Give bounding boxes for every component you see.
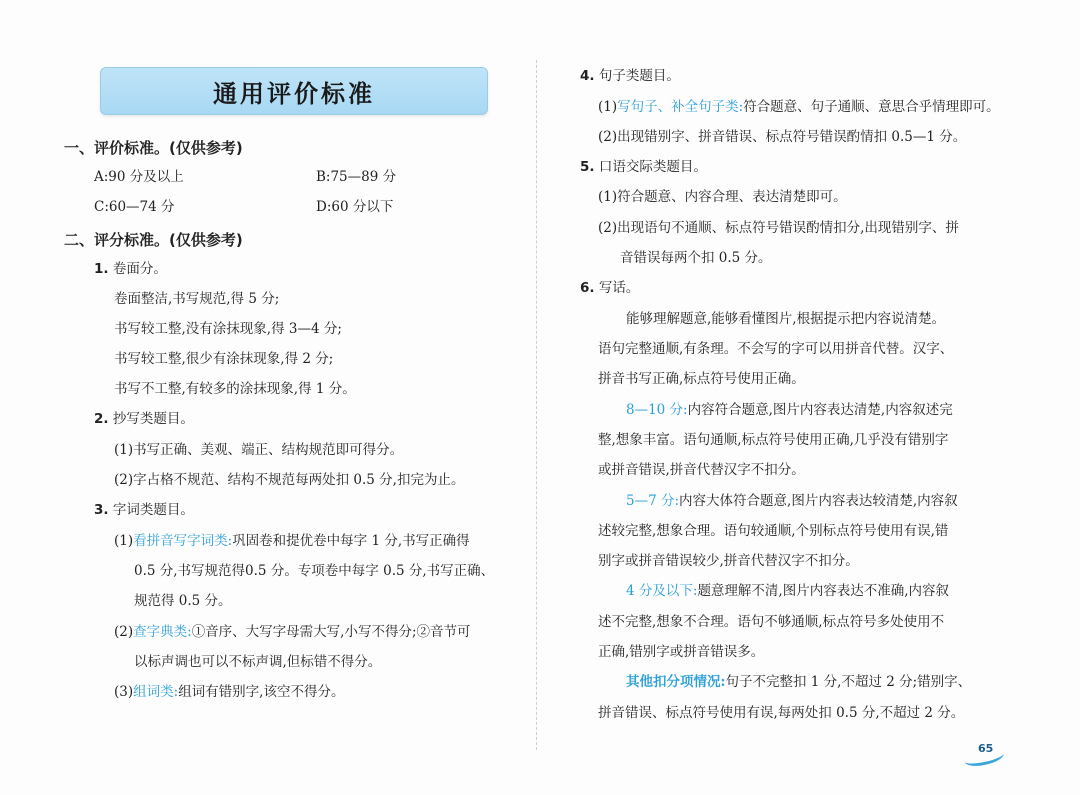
section-heading-evaluation: 一、评价标准。(仅供参考)	[64, 139, 243, 157]
item-title: 句子类题目。	[598, 68, 680, 84]
highlight-term: 查字典类:	[133, 624, 192, 640]
text-line: 书写不工整,有较多的涂抹现象,得 1 分。	[114, 381, 356, 397]
text-line: 述不完整,想象不合理。语句不够通顺,标点符号多处使用不	[598, 614, 945, 630]
item-6-heading	[580, 279, 639, 297]
text-line	[626, 582, 949, 600]
highlight-term: 8—10 分:	[626, 402, 688, 418]
item-4-heading	[580, 67, 680, 85]
item-title: 口语交际类题目。	[598, 159, 707, 175]
grade-d: D:60 分以下	[316, 199, 394, 215]
text-run: 符合题意、句子通顺、意思合乎情理即可。	[743, 99, 1000, 115]
item-number: 6.	[580, 280, 595, 296]
text-line	[626, 492, 958, 510]
text-line: 或拼音错误,拼音代替汉字不扣分。	[598, 462, 805, 478]
text-run: 内容大体符合题意,图片内容表达较清楚,内容叙	[679, 493, 958, 509]
page-title: 通用评价标准	[213, 79, 375, 108]
text-line	[114, 532, 470, 550]
text-line: 规范得 0.5 分。	[134, 593, 232, 609]
item-title: 写话。	[598, 280, 640, 296]
page-number: 65	[978, 742, 994, 755]
text-line	[114, 683, 344, 701]
text-line: 语句完整通顺,有条理。不会写的字可以用拼音代替。汉字、	[598, 341, 954, 357]
item-title: 字词类题目。	[112, 502, 194, 518]
highlight-term: 看拼音写字词类:	[133, 533, 233, 549]
text-line: (1)书写正确、美观、端正、结构规范即可得分。	[114, 442, 404, 458]
text-run: 巩固卷和提优卷中每字 1 分,书写正确得	[232, 533, 470, 549]
text-run: ①音序、大写字母需大写,小写不得分;②音节可	[191, 624, 471, 640]
highlight-term: 其他扣分项情况:	[626, 674, 726, 690]
title-banner	[100, 67, 488, 115]
text-line: 正确,错别字或拼音错误多。	[598, 644, 765, 660]
list-marker: (1)	[114, 533, 134, 549]
item-title: 卷面分。	[112, 261, 167, 277]
item-number: 5.	[580, 159, 595, 175]
text-line: 拼音书写正确,标点符号使用正确。	[598, 371, 805, 387]
item-2-heading	[94, 410, 194, 428]
text-line: 音错误每两个扣 0.5 分。	[620, 250, 772, 266]
text-line: (2)出现错别字、拼音错误、标点符号错误酌情扣 0.5—1 分。	[598, 129, 967, 145]
item-number: 4.	[580, 68, 595, 84]
item-5-heading	[580, 158, 707, 176]
highlight-term: 5—7 分:	[626, 493, 680, 509]
grade-b: B:75—89 分	[316, 169, 397, 185]
text-line: 述较完整,想象合理。语句较通顺,个别标点符号使用有误,错	[598, 523, 949, 539]
item-1-heading	[94, 260, 167, 278]
list-marker: (3)	[114, 684, 134, 700]
text-line: 书写较工整,没有涂抹现象,得 3—4 分;	[114, 321, 342, 337]
text-line: 以标声调也可以不标声调,但标错不得分。	[134, 654, 382, 670]
text-run: 内容符合题意,图片内容表达清楚,内容叙述完	[687, 402, 953, 418]
highlight-term: 组词类:	[133, 684, 179, 700]
item-3-heading	[94, 501, 194, 519]
text-line: 书写较工整,很少有涂抹现象,得 2 分;	[114, 351, 334, 367]
page-gutter-divider	[536, 60, 537, 750]
text-run: 句子不完整扣 1 分,不超过 2 分;错别字、	[725, 674, 972, 690]
text-line: 0.5 分,书写规范得0.5 分。专项卷中每字 0.5 分,书写正确、	[134, 563, 495, 579]
page-number-badge	[964, 742, 1008, 764]
grade-c: C:60—74 分	[94, 199, 175, 215]
highlight-term: 写句子、补全句子类:	[617, 99, 744, 115]
text-line	[626, 673, 971, 691]
text-run: 组词有错别字,该空不得分。	[178, 684, 345, 700]
text-line: (1)符合题意、内容合理、表达清楚即可。	[598, 189, 847, 205]
text-line	[626, 401, 953, 419]
highlight-term: 4 分及以下:	[626, 583, 698, 599]
section-heading-scoring: 二、评分标准。(仅供参考)	[64, 231, 243, 249]
text-line: 整,想象丰富。语句通顺,标点符号使用正确,几乎没有错别字	[598, 432, 949, 448]
item-number: 1.	[94, 261, 109, 277]
list-marker: (1)	[598, 99, 618, 115]
grade-a: A:90 分及以上	[94, 169, 184, 185]
text-line	[598, 98, 1000, 116]
text-line: 卷面整洁,书写规范,得 5 分;	[114, 291, 280, 307]
item-number: 2.	[94, 411, 109, 427]
text-line: 别字或拼音错误较少,拼音代替汉字不扣分。	[598, 553, 859, 569]
list-marker: (2)	[114, 624, 134, 640]
text-line	[114, 623, 471, 641]
item-title: 抄写类题目。	[112, 411, 194, 427]
text-line: 能够理解题意,能够看懂图片,根据提示把内容说清楚。	[626, 311, 946, 327]
text-line: (2)字占格不规范、结构不规范每两处扣 0.5 分,扣完为止。	[114, 472, 465, 488]
item-number: 3.	[94, 502, 109, 518]
text-line: 拼音错误、标点符号使用有误,每两处扣 0.5 分,不超过 2 分。	[598, 705, 965, 721]
text-line: (2)出现语句不通顺、标点符号错误酌情扣分,出现错别字、拼	[598, 220, 959, 236]
text-run: 题意理解不清,图片内容表达不准确,内容叙	[697, 583, 950, 599]
